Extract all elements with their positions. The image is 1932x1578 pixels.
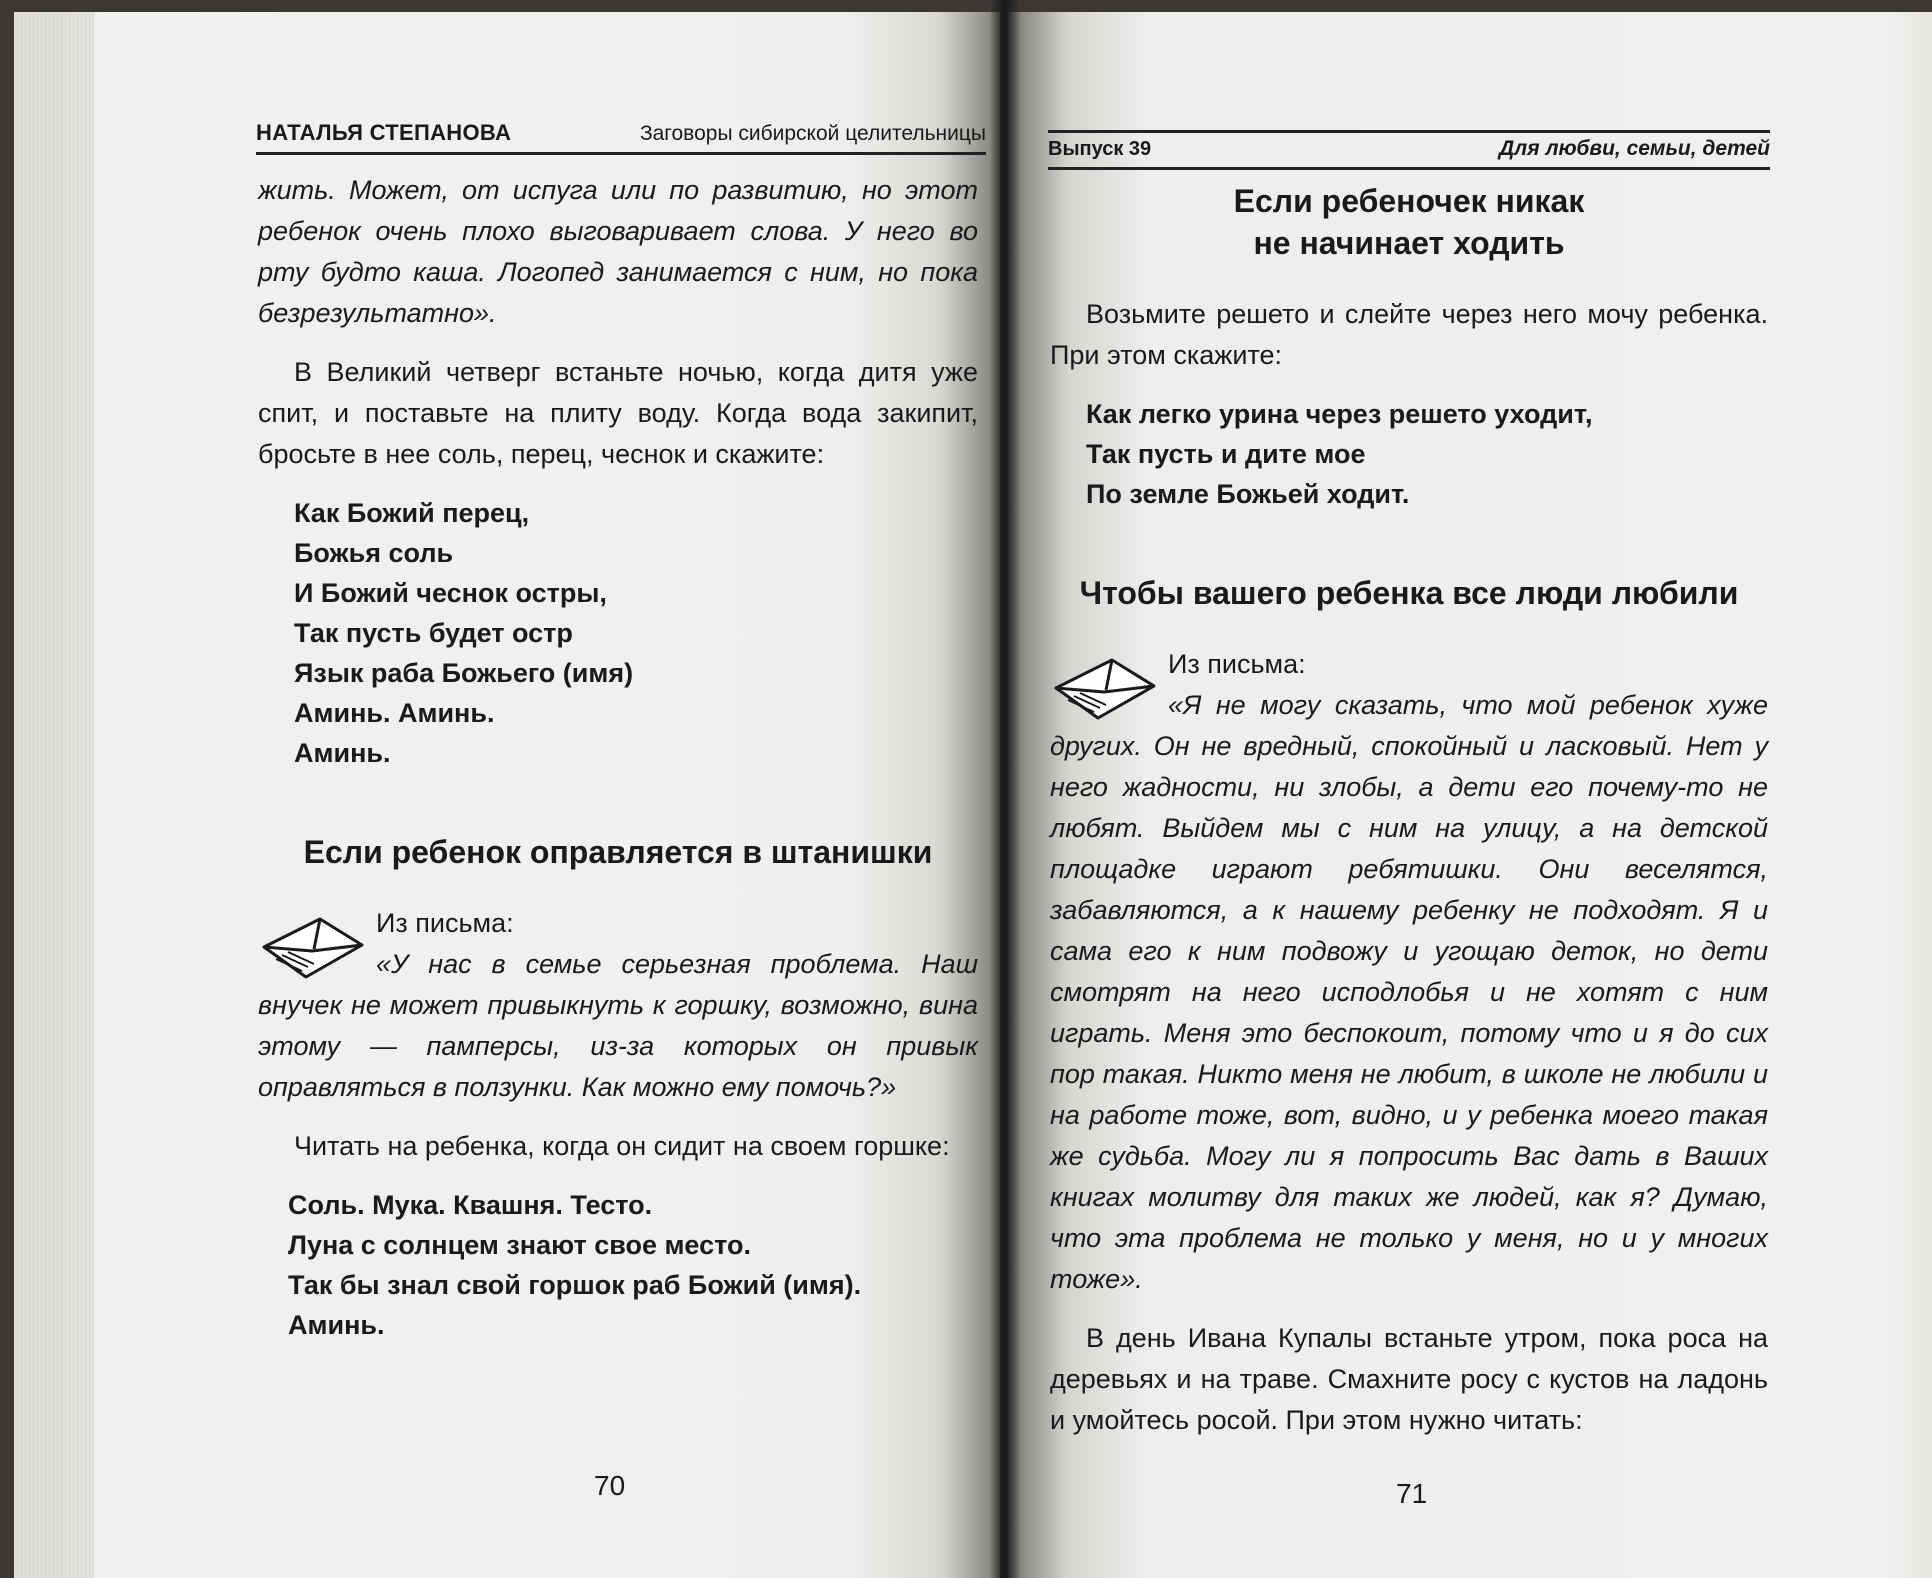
- verse-line: И Божий чеснок остры,: [294, 578, 607, 608]
- verse-line: Луна с солнцем знают свое место.: [288, 1230, 751, 1260]
- verse-line: Язык раба Божьего (имя): [294, 658, 634, 688]
- left-running-header: [256, 120, 986, 155]
- letter-label: Из письма:: [1168, 649, 1306, 679]
- verse-line: Как легко урина через решето уходит,: [1086, 399, 1593, 429]
- section-heading: Если ребеночек никак не начинает ходить: [1233, 183, 1585, 261]
- verse-line: По земле Божьей ходит.: [1086, 479, 1410, 509]
- left-page: [14, 12, 1000, 1578]
- spell-verse: [294, 493, 978, 773]
- instruction-paragraph: Возьмите решето и слейте через него мочу ребенка. При этом скажите:: [1050, 299, 1768, 370]
- spell-verse: [1086, 394, 1768, 514]
- spell-verse: [288, 1185, 978, 1345]
- left-text-column: [258, 170, 978, 1345]
- instruction-paragraph: В день Ивана Купалы встаньте утром, пока роса на деревьях и на траве. Смахните росу с кустов на ладонь и умойтесь росой. При этом нужно читать:: [1050, 1323, 1768, 1435]
- letter-label: Из письма:: [376, 908, 514, 938]
- verse-line: Так бы знал свой горшок раб Божий (имя).: [288, 1270, 862, 1300]
- envelope-icon: [1050, 648, 1160, 728]
- instruction-paragraph: Читать на ребенка, когда он сидит на своем горшке:: [294, 1131, 950, 1161]
- verse-line: Аминь.: [294, 738, 391, 768]
- verse-line: Как Божий перец,: [294, 498, 530, 528]
- header-author: НАТАЛЬЯ СТЕПАНОВА: [256, 120, 512, 145]
- section-heading: Чтобы вашего ребенка все люди любили: [1079, 575, 1739, 611]
- verse-line: Соль. Мука. Квашня. Тесто.: [288, 1190, 653, 1220]
- letter-text: «У нас в семье серьезная проблема. Наш внучек не может привыкнуть к горшку, возможно, вина этому — памперсы, из-за которых он привык оправляться в ползунки. Как можно ему помочь?»: [258, 949, 978, 1102]
- letter-block: [258, 903, 978, 944]
- page-number: 71: [1396, 1478, 1428, 1509]
- verse-line: Так пусть и дите мое: [1086, 439, 1366, 469]
- header-book-title: Заговоры сибирской целительницы: [639, 122, 986, 145]
- verse-line: Божья соль: [294, 538, 454, 568]
- letter-block: [1050, 644, 1768, 685]
- header-section: Для любви, семьи, детей: [1499, 137, 1770, 160]
- right-running-header: [1048, 130, 1770, 170]
- right-text-column: [1050, 180, 1768, 1441]
- verse-line: Аминь. Аминь.: [294, 698, 495, 728]
- continued-letter-text: жить. Может, от испуга или по развитию, но этот ребенок очень плохо выговаривает слова. У него во рту будто каша. Логопед занимается с ним, но пока безрезультатно».: [258, 175, 978, 328]
- header-issue: Выпуск 39: [1048, 138, 1152, 160]
- page-number: 70: [594, 1470, 626, 1501]
- letter-text: «Я не могу сказать, что мой ребенок хуже других. Он не вредный, спокойный и ласковый. Нет у него жадности, ни злобы, а дети его почему-то не любят. Выйдем мы с ним на улицу, а на детской площадке играют ребятишки. Они веселятся, забавляются, а к нашему ребенку не подходят. Я и сама его к ним подвожу и угощаю деток, но дети смотрят на него исподлобья и не хотят с ним играть. Меня это беспокоит, потому что и я до сих пор такая. Никто меня не любит, в школе не любили и на работе тоже, вот, видно, и у ребенка моего такая же судьба. Могу ли я попросить Вас дать в Ваших книгах молитву для таких же людей, как я? Думаю, что эта проблема не только у меня, но и у многих тоже».: [1050, 690, 1768, 1294]
- verse-line: Так пусть будет остр: [294, 618, 573, 648]
- envelope-icon: [258, 907, 368, 987]
- right-page: [1008, 12, 1932, 1578]
- instruction-paragraph: В Великий четверг встаньте ночью, когда дитя уже спит, и поставьте на плиту воду. Когда вода закипит, бросьте в нее соль, перец, чеснок и скажите:: [258, 357, 978, 469]
- section-heading: Если ребенок оправляется в штанишки: [303, 834, 933, 870]
- verse-line: Аминь.: [288, 1310, 385, 1340]
